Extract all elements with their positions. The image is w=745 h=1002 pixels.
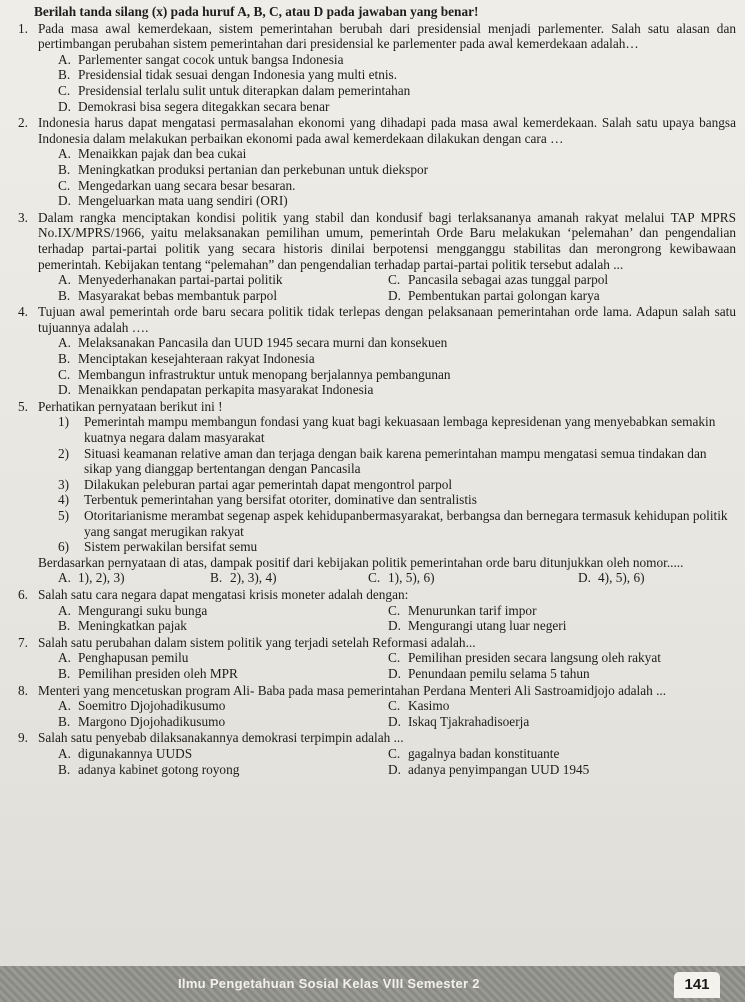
question-8 <box>14 683 736 730</box>
option-b[interactable]: B. Meningkatkan produksi pertanian dan perkebunan untuk diekspor <box>58 161 429 177</box>
worksheet-content <box>14 4 736 777</box>
option-b[interactable]: B. Menciptakan kesejahteraan rakyat Indonesia <box>58 351 315 367</box>
question-4 <box>14 304 736 398</box>
question-6 <box>14 587 736 634</box>
option-d[interactable]: D. Demokrasi bisa segera ditegakkan secara benar <box>58 98 330 114</box>
page-number: 141 <box>674 972 720 998</box>
question-7 <box>14 635 736 682</box>
question-2 <box>14 115 736 209</box>
option-c[interactable]: C. Menurunkan tarif impor <box>388 602 537 618</box>
option-d[interactable]: D. Pembentukan partai golongan karya <box>388 287 600 303</box>
option-a[interactable]: A. Menaikkan pajak dan bea cukai <box>58 146 247 162</box>
instruction: Berilah tanda silang (x) pada huruf A, B, C, atau D pada jawaban yang benar! <box>34 4 479 19</box>
book-title: Ilmu Pengetahuan Sosial Kelas VIII Semester 2 <box>178 976 480 991</box>
option-a[interactable]: A. Menyederhanakan partai-partai politik <box>58 272 283 288</box>
statement-6: 6) Sistem perwakilan bersifat semu <box>58 539 258 555</box>
statement-3: 3) Dilakukan peleburan partai agar pemerintah dapat mengontrol parpol <box>58 476 453 492</box>
question-number: 7. <box>18 634 28 650</box>
question-text: Salah satu penyebab dilaksanakannya demokrasi terpimpin adalah ... <box>38 730 404 746</box>
question-5 <box>14 399 736 586</box>
option-a[interactable]: A. Soemitro Djojohadikusumo <box>58 698 226 714</box>
question-text: Salah satu perubahan dalam sistem politik yang terjadi setelah Reformasi adalah... <box>38 634 476 650</box>
option-b[interactable]: B. Margono Djojohadikusumo <box>58 713 226 729</box>
option-d[interactable]: D. Penundaan pemilu selama 5 tahun <box>388 665 590 681</box>
option-c[interactable]: C. 1), 5), 6) <box>368 570 435 586</box>
statement-2: 2) Situasi keamanan relative aman dan terjaga dengan baik karena pemerintahan mampu mengatasi semua tindakan dan sikap yang dianggap bertentangan dengan Pancasila <box>58 445 707 477</box>
option-a[interactable]: A. digunakannya UUDS <box>58 745 193 761</box>
question-text: Salah satu cara negara dapat mengatasi krisis moneter adalah dengan: <box>38 586 409 602</box>
option-c[interactable]: C. gagalnya badan konstituante <box>388 745 560 761</box>
option-a[interactable]: A. Mengurangi suku bunga <box>58 602 208 618</box>
question-text: Perhatikan pernyataan berikut ini ! <box>38 398 223 414</box>
question-number: 3. <box>18 209 28 225</box>
question-text: Dalam rangka menciptakan kondisi politik yang stabil dan kondusif bagi terlaksananya amanah rakyat melalui TAP MPRS No.IX/MPRS/1966, yaitu melaksanakan pemilihan umum, pemerintah Orde Baru melakukan ‘pelemahan’ dan pengendalian terhadap partai-partai politik yang secara historis dinilai berpotensi mengganggu stabilitas dan merongrong kewibawaan pemerintah. Kebijakan tentang “pelemahan” dan pengendalian terhadap partai-partai politik tersebut adalah ... <box>38 209 736 272</box>
question-number: 1. <box>18 20 28 36</box>
option-a[interactable]: A. 1), 2), 3) <box>58 570 125 586</box>
question-number: 9. <box>18 730 28 746</box>
question-number: 6. <box>18 586 28 602</box>
statement-1: 1) Pemerintah mampu membangun fondasi yang kuat bagi kekuasaan lembaga kepresidenan yang menyebabkan semakin kuatnya negara dalam masyarakat <box>58 414 716 446</box>
option-b[interactable]: B. adanya kabinet gotong royong <box>58 761 240 777</box>
option-d[interactable]: D. Iskaq Tjakrahadisoerja <box>388 713 530 729</box>
option-a[interactable]: A. Penghapusan pemilu <box>58 650 189 666</box>
option-b[interactable]: B. 2), 3), 4) <box>210 570 277 586</box>
question-number: 8. <box>18 682 28 698</box>
option-a[interactable]: A. Melaksanakan Pancasila dan UUD 1945 secara murni dan konsekuen <box>58 335 448 351</box>
question-text: Pada masa awal kemerdekaan, sistem pemerintahan berubah dari presidensial menjadi parlementer. Salah satu alasan dan pertimbangan perubahan sistem pemerintahan dari presidensial ke parlementer pada awal kemerdekaan adalah… <box>38 20 736 52</box>
option-a[interactable]: A. Parlementer sangat cocok untuk bangsa Indonesia <box>58 51 344 67</box>
option-d[interactable]: D. Menaikkan pendapatan perkapita masyarakat Indonesia <box>58 382 374 398</box>
question-number: 4. <box>18 304 28 320</box>
question-text: Menteri yang mencetuskan program Ali- Baba pada masa pemerintahan Perdana Menteri Ali Sastroamidjojo adalah ... <box>38 682 667 698</box>
question-number: 2. <box>18 115 28 131</box>
question-9 <box>14 730 736 777</box>
option-c[interactable]: C. Pancasila sebagai azas tunggal parpol <box>388 272 609 288</box>
option-b[interactable]: B. Pemilihan presiden oleh MPR <box>58 665 238 681</box>
statement-4: 4) Terbentuk pemerintahan yang bersifat otoriter, dominative dan sentralistis <box>58 492 477 508</box>
question-text: Tujuan awal pemerintah orde baru secara politik tidak terlepas dengan pelaksanaan pemerintahan orde lama. Adapun salah satu tujuannya adalah …. <box>38 304 736 335</box>
option-c[interactable]: C. Kasimo <box>388 698 450 714</box>
option-b[interactable]: B. Meningkatkan pajak <box>58 618 187 634</box>
option-d[interactable]: D. 4), 5), 6) <box>578 570 645 586</box>
option-b[interactable]: B. Masyarakat bebas membantuk parpol <box>58 287 278 303</box>
option-b[interactable]: B. Presidensial tidak sesuai dengan Indonesia yang multi etnis. <box>58 67 398 83</box>
question-number: 5. <box>18 398 28 414</box>
option-c[interactable]: C. Presidensial terlalu sulit untuk diterapkan dalam pemerintahan <box>58 82 411 98</box>
option-d[interactable]: D. Mengurangi utang luar negeri <box>388 618 567 634</box>
option-c[interactable]: C. Mengedarkan uang secara besar besaran. <box>58 177 296 193</box>
option-c[interactable]: C. Membangun infrastruktur untuk menopang berjalannya pembangunan <box>58 366 451 382</box>
question-followup: Berdasarkan pernyataan di atas, dampak positif dari kebijakan politik pemerintahan orde baru ditunjukkan oleh nomor..... <box>38 554 684 570</box>
option-d[interactable]: D. Mengeluarkan mata uang sendiri (ORI) <box>58 193 288 209</box>
question-3 <box>14 210 736 304</box>
option-c[interactable]: C. Pemilihan presiden secara langsung oleh rakyat <box>388 650 661 666</box>
option-d[interactable]: D. adanya penyimpangan UUD 1945 <box>388 761 590 777</box>
statement-5: 5) Otoritarianisme merambat segenap aspek kehidupanbermasyarakat, berbangsa dan bernegara termasuk kehidupan politik yang sangat merugikan rakyat <box>58 508 728 539</box>
question-text: Indonesia harus dapat mengatasi permasalahan ekonomi yang dihadapi pada masa awal kemerdekaan. Salah satu upaya bangsa Indonesia dalam melakukan perbaikan ekonomi pada awal kemerdekaan dilakukan dengan cara … <box>38 115 736 146</box>
page-footer <box>0 966 745 1002</box>
question-1 <box>14 21 736 115</box>
